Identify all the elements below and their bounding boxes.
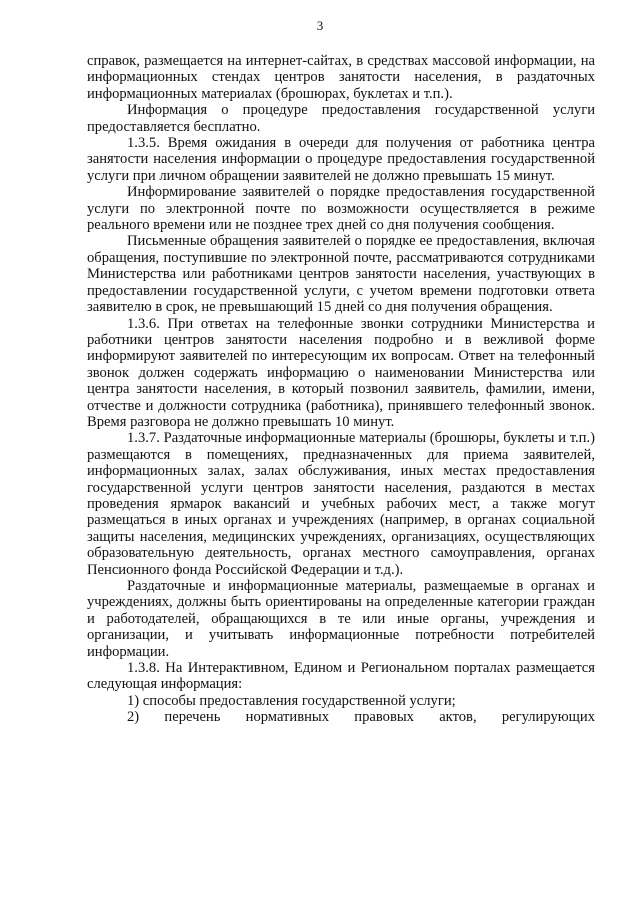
paragraph-continuation: справок, размещается на интернет-сайтах, в средствах массовой информации, на информационных стендах центров занятости населения, в раздаточных информационных материалах (брошюрах, буклетах и т.п.). — [87, 53, 595, 102]
page-number: 3 — [316, 18, 324, 33]
paragraph: Информирование заявителей о порядке предоставления государственной услуги по электронной почте по возможности осуществляется в режиме реального времени или не позднее трех дней со дня получения сообщения. — [87, 184, 595, 234]
paragraph: Раздаточные и информационные материалы, размещаемые в органах и учреждениях, должны быть ориентированы на определенные категории граждан и работодателей, обращающихся в те или иные органы, учреждения и организации, и учитывать информационные потребности потребителей информации. — [87, 578, 595, 660]
paragraph-1-3-8: 1.3.8. На Интерактивном, Едином и Региональном порталах размещается следующая информация: — [87, 660, 595, 693]
list-item: 1) способы предоставления государственной услуги; — [127, 692, 456, 709]
list-item: 2) перечень нормативных правовых актов, регулирующих — [127, 709, 595, 726]
paragraph-1-3-5: 1.3.5. Время ожидания в очереди для получения от работника центра занятости населения информации о процедуре предоставления государственной услуги при личном обращении заявителей не должно превышать 15 минут. — [87, 135, 595, 184]
document-body — [87, 53, 595, 726]
paragraph-1-3-7: 1.3.7. Раздаточные информационные материалы (брошюры, буклеты и т.п.) размещаются в помещениях, предназначенных для приема заявителей, информационных залах, залах обслуживания, иных местах предоставления государственной услуги центров занятости населения, раздаются в местах проведения ярмарок вакансий и учебных рабочих мест, а также могут размещаться в иных органах и учреждениях (например, в органах социальной защиты населения, медицинских учреждениях, организациях, осуществляющих образовательную деятельность, органах местного самоуправления, органах Пенсионного фонда Российской Федерации и т.д.). — [87, 430, 595, 578]
paragraph-1-3-6: 1.3.6. При ответах на телефонные звонки сотрудники Министерства и работники центров занятости населения подробно и в вежливой форме информируют заявителей по интересующим их вопросам. Ответ на телефонный звонок должен содержать информацию о наименовании Министерства или центра занятости населения, в который позвонил заявитель, фамилии, имени, отчестве и должности сотрудника (работника), принявшего телефонный звонок. Время разговора не должно превышать 10 минут. — [87, 315, 595, 430]
paragraph: Письменные обращения заявителей о порядке ее предоставления, включая обращения, поступившие по электронной почте, рассматриваются сотрудниками Министерства или работниками центров занятости населения, участвующих в предоставлении государственной услуги, с учетом времени подготовки ответа заявителю в срок, не превышающий 15 дней со дня получения обращения. — [87, 233, 595, 316]
paragraph: Информация о процедуре предоставления государственной услуги предоставляется бесплатно. — [87, 102, 595, 135]
